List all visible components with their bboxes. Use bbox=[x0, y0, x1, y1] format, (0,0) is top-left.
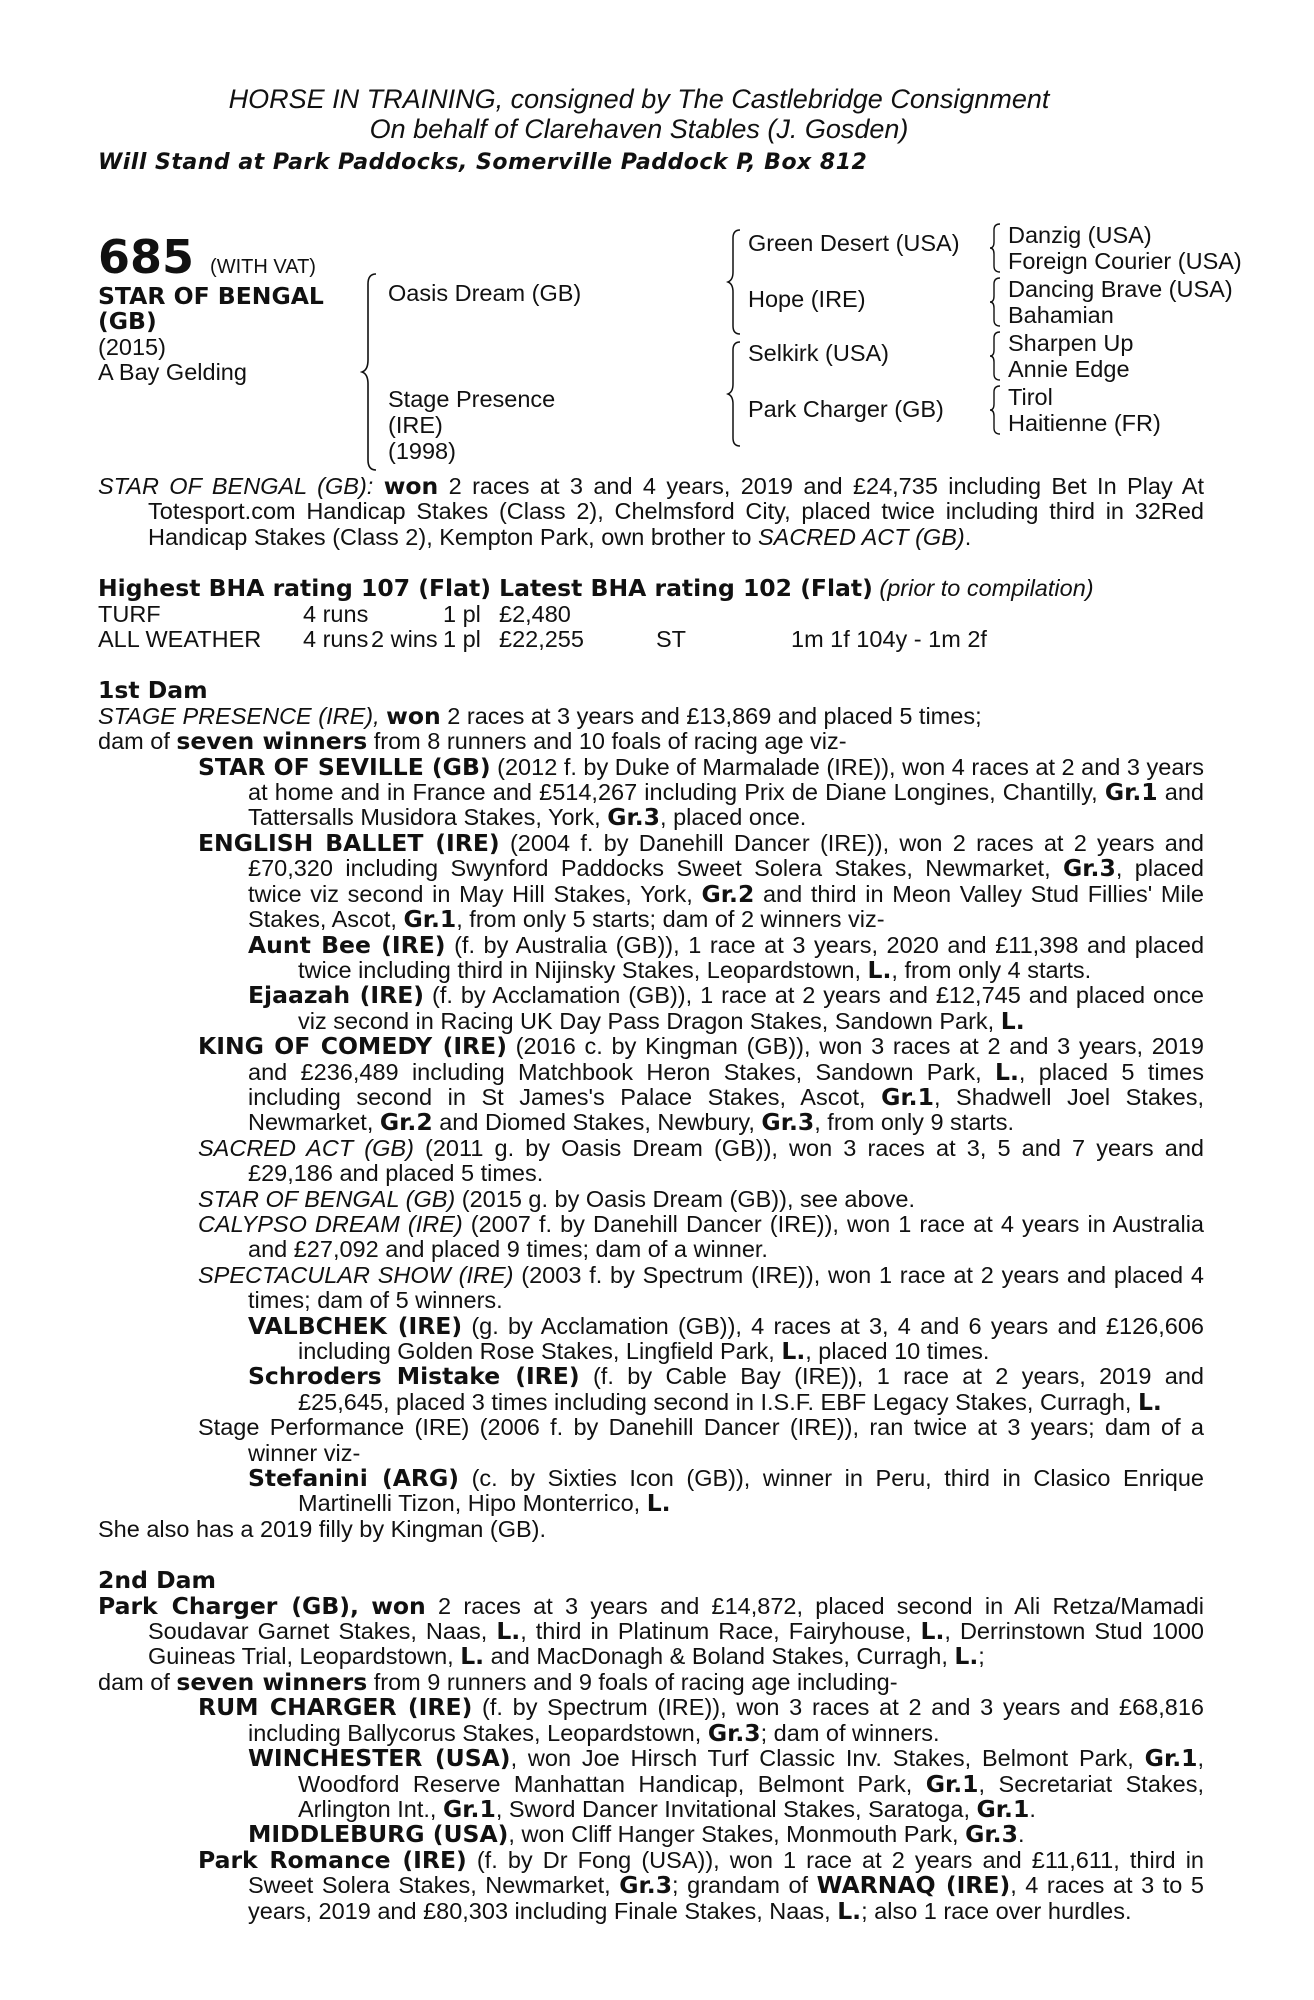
pedigree-brace-4 bbox=[988, 384, 1004, 436]
produce-rum-charger: RUM CHARGER (IRE) (f. by Spectrum (IRE)), won 3 races at 2 and 3 years and £68,816 including Ballycorus Stakes, Leopardstown, Gr.3; dam of winners. bbox=[198, 1693, 1204, 1747]
produce-star-of-bengal: STAR OF BENGAL (GB) (2015 g. by Oasis Dream (GB)), see above. bbox=[198, 1185, 915, 1212]
horse-name: STAR OF BENGAL bbox=[98, 282, 324, 310]
sire: Oasis Dream (GB) bbox=[388, 280, 582, 306]
produce-valbchek: VALBCHEK (IRE) (g. by Acclamation (GB)), 4 races at 3, 4 and 6 years and £126,606 including Golden Rose Stakes, Lingfield Park, L., placed 10 times. bbox=[248, 1311, 1204, 1365]
first-dam-produce-summary: dam of seven winners from 8 runners and 10 foals of racing age viz- bbox=[98, 727, 847, 756]
pedigree-brace-2 bbox=[988, 276, 1004, 328]
first-dam-heading: 1st Dam bbox=[98, 676, 208, 705]
dam-year: (1998) bbox=[388, 438, 456, 464]
produce-calypso-dream: CALYPSO DREAM (IRE) (2007 f. by Danehill Dancer (IRE)), won 1 race at 4 years in Australia and £27,092 and placed 9 times; dam of a winner. bbox=[198, 1210, 1204, 1263]
produce-star-of-seville: STAR OF SEVILLE (GB) (2012 f. by Duke of Marmalade (IRE)), won 4 races at 2 and 3 years at home and in France and £514,267 including Prix de Diane Longines, Chantilly, Gr.1 and Tattersalls Musidora Stakes, York, Gr.3, placed once. bbox=[198, 752, 1204, 832]
dam-dam: Park Charger (GB) bbox=[748, 396, 944, 422]
horse-summary: STAR OF BENGAL (GB): won 2 races at 3 and 4 years, 2019 and £24,735 including Bet In Play At Totesport.com Handicap Stakes (Class 2), Chelmsford City, placed twice including third in 32Red Handicap Stakes (Class 2), Kempton Park, own brother to SACRED ACT (GB). bbox=[98, 472, 1204, 550]
horse-origin: (GB) bbox=[98, 307, 157, 336]
second-dam-produce-summary: dam of seven winners from 9 runners and 9 foals of racing age including- bbox=[98, 1667, 898, 1696]
produce-stefanini: Stefanini (ARG) (c. by Sixties Icon (GB)), winner in Peru, third in Clasico Enrique Martinelli Tizon, Hipo Monterrico, L. bbox=[248, 1464, 1204, 1518]
ggs-1: Danzig (USA) bbox=[1008, 222, 1152, 248]
ggs-3: Dancing Brave (USA) bbox=[1008, 276, 1233, 302]
produce-park-romance: Park Romance (IRE) (f. by Dr Fong (USA)), won 1 race at 2 years and £11,611, third in Sweet Solera Stakes, Newmarket, Gr.3; grandam of WARNAQ (IRE), 4 races at 3 to 5 years, 2019 and £80,303 including Finale Stakes, Naas, L.; also 1 race over hurdles. bbox=[198, 1845, 1204, 1925]
horse-year: (2015) bbox=[98, 333, 166, 360]
dam-name: Stage Presence bbox=[388, 386, 556, 412]
ratings-section bbox=[98, 576, 1204, 652]
horse-description: A Bay Gelding bbox=[98, 359, 247, 386]
ggs-2: Foreign Courier (USA) bbox=[1008, 248, 1242, 274]
produce-middleburg: MIDDLEBURG (USA), won Cliff Hanger Stakes, Monmouth Park, Gr.3. bbox=[248, 1820, 1025, 1849]
pedigree-brace-3 bbox=[988, 330, 1004, 382]
pedigree-brace-main bbox=[360, 272, 380, 472]
vat-note: (WITH VAT) bbox=[210, 256, 316, 278]
produce-king-of-comedy: KING OF COMEDY (IRE) (2016 c. by Kingman (GB)), won 3 races at 2 and 3 years, 2019 and £236,489 including Matchbook Heron Stakes, Sandown Park, L., placed 5 times including second in St James's Palace Stakes, Ascot, Gr.1, Shadwell Joel Stakes, Newmarket, Gr.2 and Diomed Stakes, Newbury, Gr.3, from only 9 starts. bbox=[198, 1032, 1205, 1137]
catalogue-page bbox=[98, 84, 1242, 1925]
on-behalf-line: On behalf of Clarehaven Stables (J. Gosden) bbox=[369, 114, 909, 144]
ratings-heading: Highest BHA rating 107 (Flat) Latest BHA rating 102 (Flat) bbox=[98, 574, 873, 603]
second-dam-record: Park Charger (GB), won 2 races at 3 years and £14,872, placed second in Ali Retza/Mamadi Soudavar Garnet Stakes, Naas, L., third in Platinum Race, Fairyhouse, L., Derrinstown Stud 1000 Guineas Trial, Leopardstown, L. and MacDonagh & Boland Stakes, Curragh, L.; bbox=[98, 1591, 1205, 1671]
race-record-table bbox=[98, 602, 1204, 653]
produce-spectacular-show: SPECTACULAR SHOW (IRE) (2003 f. by Spectrum (IRE)), won 1 race at 2 years and placed 4 times; dam of 5 winners. bbox=[198, 1261, 1204, 1314]
dam-origin: (IRE) bbox=[388, 412, 443, 438]
pedigree-brace-dam bbox=[726, 340, 744, 448]
sire-dam: Hope (IRE) bbox=[748, 286, 866, 312]
ggs-7: Tirol bbox=[1008, 384, 1053, 410]
pedigree-block bbox=[98, 222, 1242, 474]
pedigree-brace-1 bbox=[988, 222, 1004, 274]
record-row-turf: TURF 4 runs 1 pl £2,480 bbox=[98, 600, 571, 627]
consignor-line: HORSE IN TRAINING, consigned by The Castlebridge Consignment bbox=[228, 84, 1050, 114]
first-dam-section bbox=[98, 678, 1204, 1542]
produce-sacred-act: SACRED ACT (GB) (2011 g. by Oasis Dream (GB)), won 3 races at 3, 5 and 7 years and £29,186 and placed 5 times. bbox=[198, 1134, 1204, 1187]
produce-aunt-bee: Aunt Bee (IRE) (f. by Australia (GB)), 1 race at 3 years, 2020 and £11,398 and placed twice including third in Nijinsky Stakes, Leopardstown, L., from only 4 starts. bbox=[248, 930, 1205, 984]
ggs-8: Haitienne (FR) bbox=[1008, 410, 1161, 436]
produce-english-ballet: ENGLISH BALLET (IRE) (2004 f. by Danehill Dancer (IRE)), won 2 races at 2 years and £70,320 including Swynford Paddocks Sweet Solera Stakes, Newmarket, Gr.3, placed twice viz second in May Hill Stakes, York, Gr.2 and third in Meon Valley Stud Fillies' Mile Stakes, Ascot, Gr.1, from only 5 starts; dam of 2 winners viz- bbox=[198, 828, 1205, 934]
produce-schroders-mistake: Schroders Mistake (IRE) (f. by Cable Bay (IRE)), 1 race at 2 years, 2019 and £25,645, placed 3 times including second in I.S.F. EBF Legacy Stakes, Curragh, L. bbox=[248, 1362, 1204, 1416]
lot-number: 685 (WITH VAT) bbox=[98, 230, 316, 284]
second-dam-section bbox=[98, 1568, 1204, 1924]
produce-ejaazah: Ejaazah (IRE) (f. by Acclamation (GB)), 1 race at 2 years and £12,745 and placed once viz second in Racing UK Day Pass Dragon Stakes, Sandown Park, L. bbox=[248, 981, 1204, 1035]
produce-stage-performance: Stage Performance (IRE) (2006 f. by Danehill Dancer (IRE)), ran twice at 3 years; dam of a winner viz- bbox=[198, 1414, 1204, 1466]
sire-sire: Green Desert (USA) bbox=[748, 230, 960, 256]
record-row-all-weather: ALL WEATHER 4 runs 2 wins 1 pl £22,255 ST 1m 1f 104y - 1m 2f bbox=[98, 626, 987, 653]
ratings-note: (prior to compilation) bbox=[879, 575, 1094, 602]
location-line: Will Stand at Park Paddocks, Somerville Paddock P, Box 812 bbox=[98, 150, 868, 175]
produce-winchester: WINCHESTER (USA), won Joe Hirsch Turf Classic Inv. Stakes, Belmont Park, Gr.1, Woodford Reserve Manhattan Handicap, Belmont Park, Gr.1, Secretariat Stakes, Arlington Int., Gr.1, Sword Dancer Invitational Stakes, Saratoga, Gr.1. bbox=[248, 1744, 1205, 1823]
dam-sire: Selkirk (USA) bbox=[748, 340, 890, 366]
ggs-4: Bahamian bbox=[1008, 302, 1114, 328]
second-dam-heading: 2nd Dam bbox=[98, 1566, 216, 1595]
ggs-6: Annie Edge bbox=[1008, 356, 1130, 382]
pedigree-brace-sire bbox=[726, 228, 744, 336]
first-dam-also: She also has a 2019 filly by Kingman (GB). bbox=[98, 1515, 547, 1542]
horse-details bbox=[98, 284, 358, 386]
first-dam-record: STAGE PRESENCE (IRE), won 2 races at 3 years and £13,869 and placed 5 times; bbox=[98, 701, 982, 730]
ggs-5: Sharpen Up bbox=[1008, 330, 1134, 356]
